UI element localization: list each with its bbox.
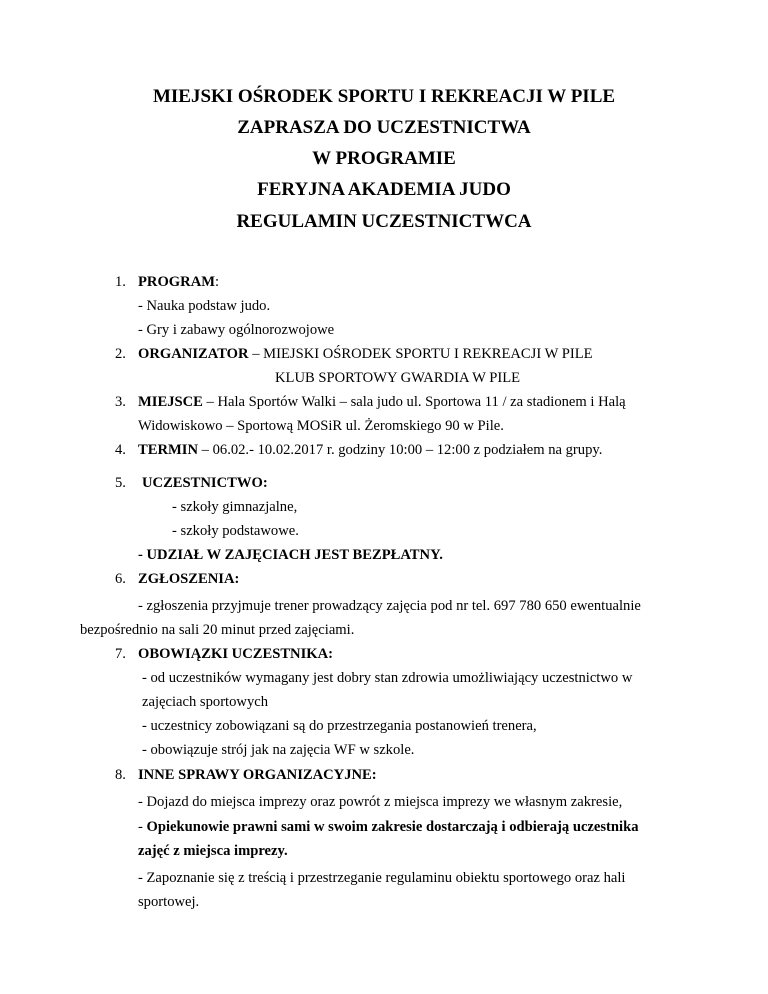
section-7-title: OBOWIĄZKI UCZESTNIKA: <box>138 646 334 662</box>
section-8-number: 8. <box>115 767 126 783</box>
section-3-title: MIEJSCE <box>138 394 203 410</box>
section-6-heading <box>138 570 239 588</box>
section-6-title: ZGŁOSZENIA: <box>138 571 240 587</box>
section-5-note-text: - UDZIAŁ W ZAJĘCIACH JEST BEZPŁATNY. <box>138 547 443 563</box>
section-4-text: – 06.02.- 10.02.2017 r. godziny 10:00 – 12:00 z podziałem na grupy. <box>198 442 603 458</box>
header-line-1: MIEJSKI OŚRODEK SPORTU I REKREACJI W PILE <box>152 86 616 107</box>
section-1-heading <box>138 273 219 291</box>
section-2-heading <box>138 345 593 363</box>
section-8-heading <box>138 766 377 784</box>
section-7-line-1: - od uczestników wymagany jest dobry stan zdrowia umożliwiający uczestnictwo w <box>142 670 633 686</box>
section-3-number: 3. <box>115 394 126 410</box>
section-2-number: 2. <box>115 346 126 362</box>
section-3-text: – Hala Sportów Walki – sala judo ul. Sportowa 11 / za stadionem i Halą <box>202 394 626 410</box>
header-line-3: W PROGRAMIE <box>312 148 456 169</box>
section-4-number: 4. <box>115 442 126 458</box>
section-8-line-2-prefix: - <box>138 819 147 835</box>
section-7-heading <box>138 645 333 663</box>
section-5-note <box>138 546 443 564</box>
section-3-heading <box>138 393 626 411</box>
section-3-line-2: Widowiskowo – Sportową MOSiR ul. Żeromskiego 90 w Pile. <box>138 418 504 434</box>
section-7-line-3: - uczestnicy zobowiązani są do przestrzegania postanowień trenera, <box>142 718 537 734</box>
section-8-line-2 <box>138 818 639 836</box>
section-8-line-4: - Zapoznanie się z treścią i przestrzeganie regulaminu obiektu sportowego oraz hali <box>138 870 626 886</box>
section-1-title: PROGRAM <box>138 274 216 290</box>
section-7-line-4: - obowiązuje strój jak na zajęcia WF w szkole. <box>142 742 415 758</box>
section-7-number: 7. <box>115 646 126 662</box>
section-2-line-2: KLUB SPORTOWY GWARDIA W PILE <box>275 370 521 386</box>
section-1-colon: : <box>215 274 220 290</box>
section-6-line-1: - zgłoszenia przyjmuje trener prowadzący zajęcia pod nr tel. 697 780 650 ewentualnie <box>138 598 641 614</box>
section-6-number: 6. <box>115 571 126 587</box>
section-5-title: UCZESTNICTWO: <box>142 475 268 491</box>
section-6-line-2: bezpośrednio na sali 20 minut przed zajęciami. <box>80 622 355 638</box>
header-line-4: FERYJNA AKADEMIA JUDO <box>257 179 511 200</box>
section-5-heading <box>142 474 268 492</box>
section-4-title: TERMIN <box>138 442 198 458</box>
section-5-item-1: - szkoły gimnazjalne, <box>172 499 298 515</box>
section-8-title: INNE SPRAWY ORGANIZACYJNE: <box>138 767 377 783</box>
section-8-line-5: sportowej. <box>138 894 200 910</box>
section-2-text: – MIEJSKI OŚRODEK SPORTU I REKREACJI W PILE <box>248 346 593 362</box>
section-1-item-2: - Gry i zabawy ogólnorozwojowe <box>138 322 335 338</box>
section-8-line-3-bold: zajęć z miejsca imprezy. <box>138 843 288 859</box>
section-8-line-2-bold: Opiekunowie prawni sami w swoim zakresie dostarczają i odbierają uczestnika <box>146 819 639 835</box>
section-1-item-1: - Nauka podstaw judo. <box>138 298 271 314</box>
header-line-5: REGULAMIN UCZESTNICTWCA <box>236 211 532 232</box>
section-4-heading <box>138 441 602 459</box>
section-8-line-1: - Dojazd do miejsca imprezy oraz powrót z miejsca imprezy we własnym zakresie, <box>138 794 623 810</box>
section-5-number: 5. <box>115 475 126 491</box>
section-8-line-3 <box>138 842 288 860</box>
header-line-2: ZAPRASZA DO UCZESTNICTWA <box>237 117 531 138</box>
section-5-item-2: - szkoły podstawowe. <box>172 523 299 539</box>
section-1-number: 1. <box>115 274 126 290</box>
section-2-title: ORGANIZATOR <box>138 346 249 362</box>
section-7-line-2: zajęciach sportowych <box>142 694 269 710</box>
